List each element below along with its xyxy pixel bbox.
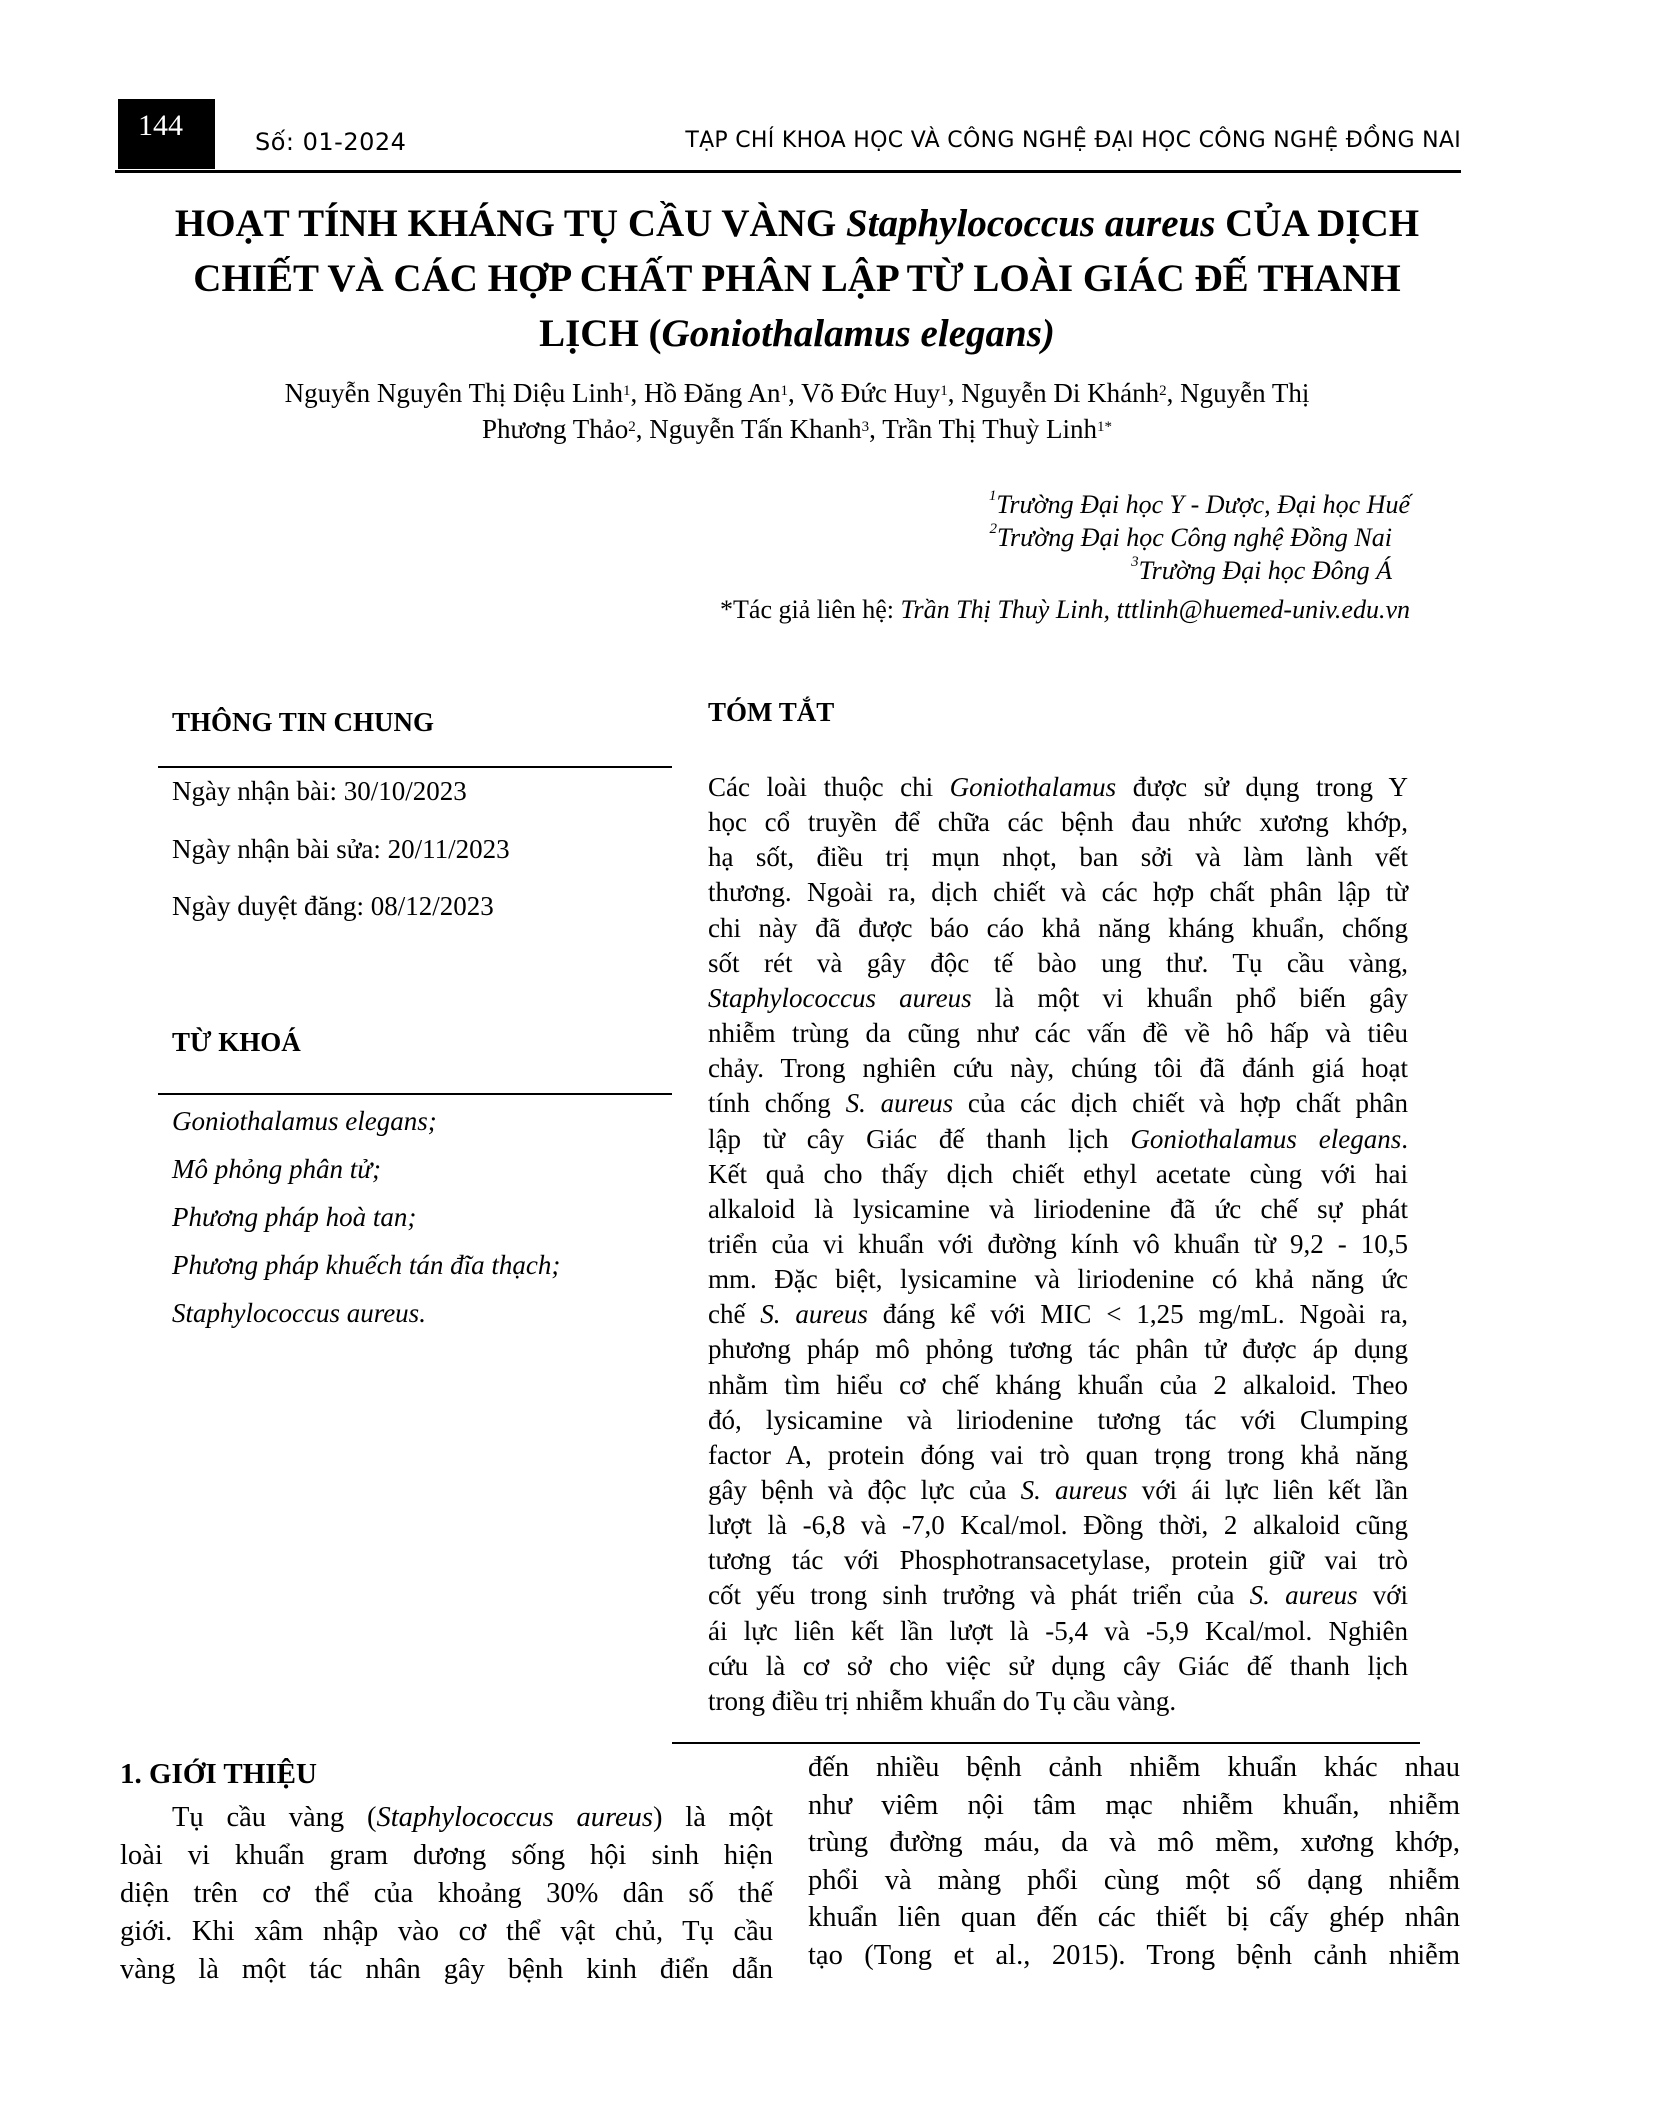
keyword: Goniothalamus elegans; — [172, 1106, 437, 1136]
title-text: CỦA DỊCH — [1215, 202, 1420, 245]
author: Nguyễn Di Khánh$^2$ — [961, 378, 1167, 408]
title-line-3 — [110, 306, 1484, 361]
abstract-line: đó, lysicamine và liriodenine tương tác với Clumping — [708, 1404, 1408, 1435]
abstract-line: học cổ truyền để chữa các bệnh đau nhức xương khớp, — [708, 807, 1408, 838]
author-line-2: Phương Thảo$^2$, Nguyễn Tấn Khanh$^3$, Trần Thị Thuỳ Linh$^{1*}$ — [482, 414, 1112, 444]
affiliation-2: $^2$Trường Đại học Công nghệ Đồng Nai — [989, 521, 1392, 552]
intro-line: vàng là một tác nhân gây bệnh kinh điển dẫn — [120, 1954, 773, 1985]
abstract-line: hạ sốt, điều trị mụn nhọt, ban sởi và làm lành vết — [708, 842, 1408, 873]
keywords-rule — [158, 1093, 672, 1095]
abstract-line: tương tác với Phosphotransacetylase, protein giữ vai trò — [708, 1545, 1408, 1576]
intro-line: Tụ cầu vàng (Staphylococcus aureus) là một — [172, 1802, 773, 1833]
abstract-line: chảy. Trong nghiên cứu này, chúng tôi đã đánh giá hoạt — [708, 1053, 1408, 1084]
issue-number: Số: 01-2024 — [255, 128, 407, 156]
intro-line: khuẩn liên quan đến các thiết bị cấy ghép nhân — [808, 1902, 1460, 1934]
intro-line: trùng đường máu, da và mô mềm, xương khớp, — [808, 1827, 1460, 1859]
affiliation-1: $^1$Trường Đại học Y - Dược, Đại học Huế — [988, 488, 1410, 519]
abstract-line: ái lực liên kết lần lượt là -5,4 và -5,9 Kcal/mol. Nghiên — [708, 1615, 1408, 1646]
author: Nguyễn Tấn Khanh$^3$ — [649, 414, 870, 444]
abstract-line: thương. Ngoài ra, dịch chiết và các hợp chất phân lập từ — [708, 877, 1408, 908]
author: Võ Đức Huy$^1$ — [801, 378, 948, 408]
author: Hồ Đăng An$^1$ — [644, 378, 789, 408]
abstract-line: cốt yếu trong sinh trưởng và phát triển của S. aureus với — [708, 1580, 1409, 1611]
info-heading: THÔNG TIN CHUNG — [172, 707, 435, 737]
title-line-2: CHIẾT VÀ CÁC HỢP CHẤT PHÂN LẬP TỪ LOÀI GIÁC ĐẾ THANH — [193, 257, 1401, 300]
author: Nguyễn Nguyên Thị Diệu Linh$^1$ — [284, 378, 631, 408]
abstract-line: sốt rét và gây độc tế bào ung thư. Tụ cầu vàng, — [708, 947, 1408, 978]
keyword: Staphylococcus aureus. — [172, 1298, 426, 1328]
paper-title — [110, 196, 1484, 361]
title-species: Staphylococcus aureus — [845, 202, 1216, 245]
abstract-line: cứu là cơ sở cho việc sử dụng cây Giác đế thanh lịch — [708, 1650, 1408, 1681]
abstract-line: lập từ cây Giác đế thanh lịch Goniothalamus elegans. — [708, 1123, 1408, 1154]
accepted-date: Ngày duyệt đăng: 08/12/2023 — [172, 891, 494, 921]
intro-line: phổi và màng phổi cùng một số dạng nhiễm — [808, 1864, 1460, 1896]
abstract-line: nhằm tìm hiểu cơ chế kháng khuẩn của 2 alkaloid. Theo — [708, 1369, 1408, 1400]
affiliation-3: $^3$Trường Đại học Đông Á — [1131, 554, 1392, 585]
section-heading-introduction: 1. GIỚI THIỆU — [120, 1758, 317, 1790]
intro-line: diện trên cơ thể của khoảng 30% dân số thế — [120, 1878, 773, 1909]
author: Trần Thị Thuỳ Linh$^{1*}$ — [882, 414, 1112, 444]
title-text: LỊCH ( — [539, 312, 662, 355]
intro-line: giới. Khi xâm nhập vào cơ thể vật chủ, Tụ cầu — [120, 1916, 773, 1947]
corresponding-author-email[interactable]: Trần Thị Thuỳ Linh, tttlinh@huemed-univ.edu.vn — [900, 595, 1410, 624]
header-rule — [115, 170, 1461, 173]
title-line-1 — [110, 196, 1484, 251]
abstract-line: Staphylococcus aureus là một vi khuẩn phổ biến gây — [708, 982, 1408, 1013]
abstract-line: tính chống S. aureus của các dịch chiết và hợp chất phân — [708, 1088, 1408, 1119]
abstract-line: triển của vi khuẩn với đường kính vô khuẩn từ 9,2 - 10,5 — [708, 1228, 1408, 1259]
page-number: 144 — [118, 99, 215, 169]
keywords-heading: TỪ KHOÁ — [172, 1027, 301, 1057]
intro-line: loài vi khuẩn gram dương sống hội sinh hiện — [120, 1840, 773, 1871]
abstract-line: nhiễm trùng da cũng như các vấn đề về hô hấp và tiêu — [708, 1018, 1408, 1049]
abstract-line: gây bệnh và độc lực của S. aureus với ái lực liên kết lần — [708, 1475, 1409, 1505]
keyword: Phương pháp hoà tan; — [172, 1202, 417, 1232]
intro-line: như viêm nội tâm mạc nhiễm khuẩn, nhiễm — [808, 1789, 1460, 1821]
author-line-1: Nguyễn Nguyên Thị Diệu Linh$^1$, Hồ Đăng An$^1$, Võ Đức Huy$^1$, Nguyễn Di Khánh$^2$, Nguyễn Thị — [284, 378, 1310, 408]
abstract-end-rule — [672, 1742, 1420, 1744]
title-text: HOẠT TÍNH KHÁNG TỤ CẦU VÀNG — [174, 202, 846, 245]
journal-name: TẠP CHÍ KHOA HỌC VÀ CÔNG NGHỆ ĐẠI HỌC CÔNG NGHỆ ĐỒNG NAI — [685, 128, 1461, 153]
abstract-line: lượt là -6,8 và -7,0 Kcal/mol. Đồng thời, 2 alkaloid cũng — [708, 1510, 1408, 1541]
author-list — [110, 375, 1484, 447]
revised-date: Ngày nhận bài sửa: 20/11/2023 — [172, 834, 510, 864]
abstract-line: Kết quả cho thấy dịch chiết ethyl acetate cùng với hai — [708, 1158, 1408, 1189]
corresponding-author: *Tác giả liên hệ: Trần Thị Thuỳ Linh, tttlinh@huemed-univ.edu.vn — [720, 595, 1410, 624]
intro-line: tạo (Tong et al., 2015). Trong bệnh cảnh nhiễm — [808, 1940, 1460, 1971]
abstract-line: trong điều trị nhiễm khuẩn do Tụ cầu vàng. — [708, 1685, 1177, 1716]
abstract-heading: TÓM TẮT — [708, 697, 835, 727]
author: Phương Thảo$^2$ — [482, 414, 636, 444]
keyword: Phương pháp khuếch tán đĩa thạch; — [172, 1250, 561, 1280]
abstract-line: Các loài thuộc chi Goniothalamus được sử dụng trong Y — [708, 772, 1408, 802]
keyword: Mô phỏng phân tử; — [172, 1154, 381, 1184]
info-rule — [158, 766, 672, 768]
abstract-line: phương pháp mô phỏng tương tác phân tử được áp dụng — [708, 1334, 1408, 1365]
abstract-line: chế S. aureus đáng kể với MIC < 1,25 mg/mL. Ngoài ra, — [708, 1299, 1409, 1330]
author: Nguyễn Thị — [1180, 378, 1310, 408]
intro-line: đến nhiều bệnh cảnh nhiễm khuẩn khác nhau — [808, 1752, 1460, 1783]
abstract-line: alkaloid là lysicamine và liriodenine đã ức chế sự phát — [708, 1193, 1408, 1224]
title-species: Goniothalamus elegans) — [661, 312, 1055, 355]
received-date: Ngày nhận bài: 30/10/2023 — [172, 776, 467, 806]
abstract-line: chi này đã được báo cáo khả năng kháng khuẩn, chống — [708, 912, 1408, 943]
abstract-line: mm. Đặc biệt, lysicamine và liriodenine có khả năng ức — [708, 1264, 1408, 1295]
abstract-line: factor A, protein đóng vai trò quan trọng trong khả năng — [708, 1439, 1408, 1470]
